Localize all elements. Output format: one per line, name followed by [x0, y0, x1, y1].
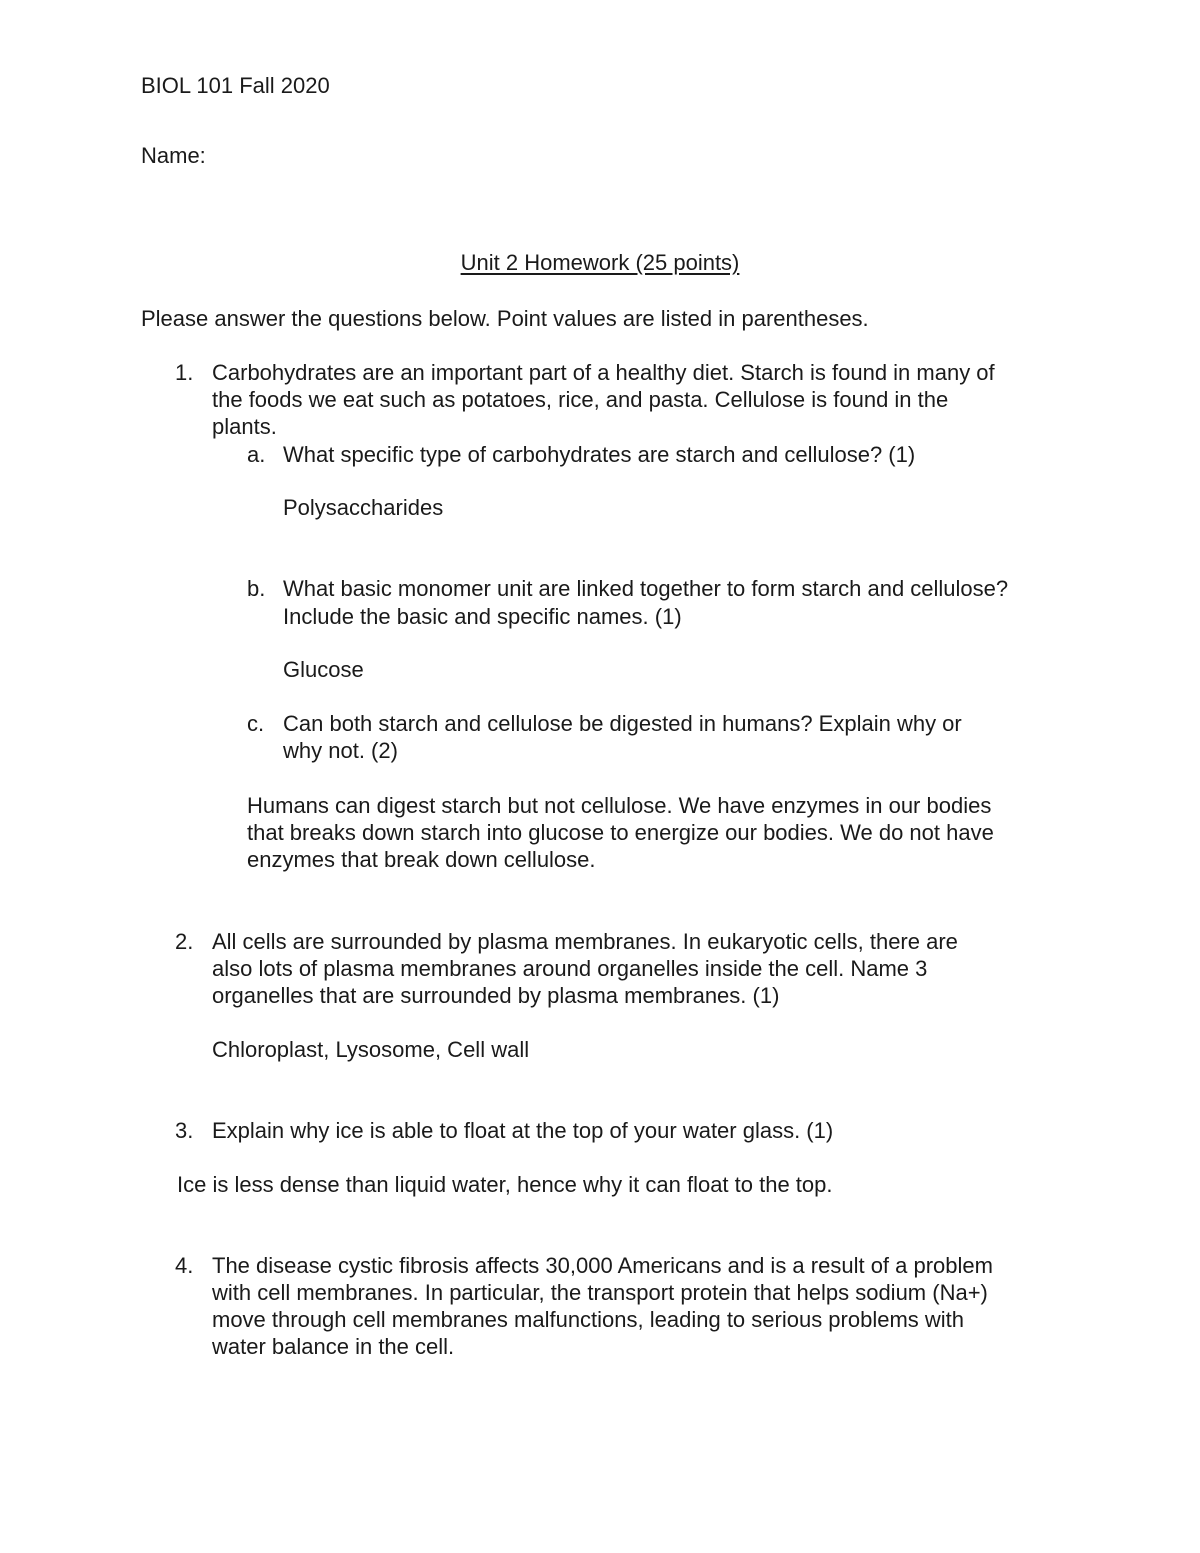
- question-text-line: plants.: [212, 414, 277, 439]
- part-letter: b.: [247, 576, 266, 601]
- question-text-line: The disease cystic fibrosis affects 30,000 Americans and is a result of a problem: [212, 1253, 993, 1278]
- question-text-line: Carbohydrates are an important part of a healthy diet. Starch is found in many of: [212, 360, 995, 385]
- question-text-line: with cell membranes. In particular, the transport protein that helps sodium (Na+): [212, 1280, 988, 1305]
- part-letter: a.: [247, 442, 266, 467]
- question-text-line: organelles that are surrounded by plasma membranes. (1): [212, 983, 780, 1008]
- question-number: 2.: [175, 929, 194, 954]
- part-text-line: Include the basic and specific names. (1): [283, 604, 682, 629]
- question-text-line: water balance in the cell.: [212, 1334, 455, 1359]
- page-title: Unit 2 Homework (25 points): [460, 250, 740, 275]
- part-text-line: What basic monomer unit are linked together to form starch and cellulose?: [283, 576, 1009, 601]
- instructions: Please answer the questions below. Point values are listed in parentheses.: [141, 306, 869, 331]
- answer-text: that breaks down starch into glucose to energize our bodies. We do not have: [247, 820, 994, 845]
- course-header: BIOL 101 Fall 2020: [141, 73, 330, 98]
- question-number: 4.: [175, 1253, 194, 1278]
- question-text-line: move through cell membranes malfunctions, leading to serious problems with: [212, 1307, 965, 1332]
- answer-text: Humans can digest starch but not cellulose. We have enzymes in our bodies: [247, 793, 992, 818]
- part-text-line: Can both starch and cellulose be digested in humans? Explain why or: [283, 711, 962, 736]
- question-text-line: the foods we eat such as potatoes, rice, and pasta. Cellulose is found in the: [212, 387, 949, 412]
- question-text-line: Explain why ice is able to float at the top of your water glass. (1): [212, 1118, 834, 1143]
- question-number: 3.: [175, 1118, 194, 1143]
- answer-text: Chloroplast, Lysosome, Cell wall: [212, 1037, 530, 1062]
- answer-text: Glucose: [283, 657, 364, 682]
- part-text-line: What specific type of carbohydrates are starch and cellulose? (1): [283, 442, 916, 467]
- part-text-line: why not. (2): [283, 738, 398, 763]
- question-text-line: also lots of plasma membranes around organelles inside the cell. Name 3: [212, 956, 928, 981]
- name-label: Name:: [141, 143, 206, 168]
- answer-text: Polysaccharides: [283, 495, 444, 520]
- answer-text: Ice is less dense than liquid water, hence why it can float to the top.: [177, 1172, 833, 1197]
- part-letter: c.: [247, 711, 265, 736]
- answer-text: enzymes that break down cellulose.: [247, 847, 596, 872]
- question-number: 1.: [175, 360, 194, 385]
- question-text-line: All cells are surrounded by plasma membranes. In eukaryotic cells, there are: [212, 929, 958, 954]
